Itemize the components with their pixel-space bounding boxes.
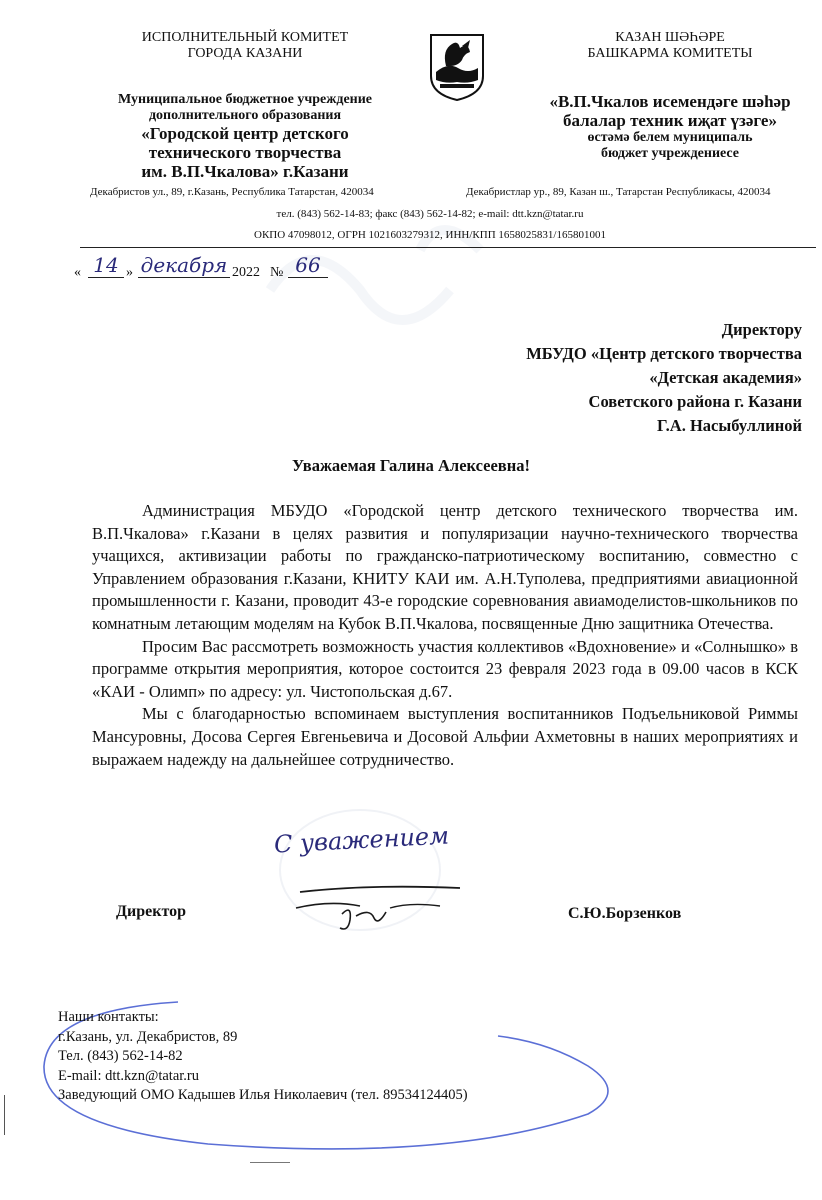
header-left-block bbox=[60, 30, 430, 181]
body-paragraph-3: Мы с благодарностью вспоминаем выступления воспитанников Подъельниковой Риммы Мансуровны, Досова Сергея Евгеньевича и Досовой Альфии Ахметовны в наших мероприятиях и выражаем надежду на дальнейшее сотрудничество. bbox=[92, 704, 798, 769]
signature-scribble-icon bbox=[290, 880, 480, 945]
contacts-address: г.Казань, ул. Декабристов, 89 bbox=[58, 1028, 238, 1045]
contacts-phone: Тел. (843) 562-14-82 bbox=[58, 1048, 183, 1064]
signatory-name: С.Ю.Борзенков bbox=[568, 905, 682, 922]
kazan-coat-of-arms-icon bbox=[428, 32, 486, 102]
letter-body bbox=[92, 500, 798, 771]
number-sign: № bbox=[270, 265, 284, 280]
greeting: Уважаемая Галина Алексеевна! bbox=[292, 456, 530, 475]
header-divider bbox=[80, 247, 816, 248]
addressee-line3: «Детская академия» bbox=[649, 368, 802, 387]
address-ru: Декабристов ул., 89, г.Казань, Республика Татарстан, 420034 bbox=[90, 186, 374, 198]
institution-type-line1: Муниципальное бюджетное учреждение bbox=[117, 92, 373, 107]
registration-codes: ОКПО 47098012, ОГРН 1021603279312, ИНН/КПП 1658025831/165801001 bbox=[254, 229, 606, 241]
institution-name-tat-line1: «В.П.Чкалов исемендәге шәһәр bbox=[549, 92, 791, 111]
signature-graphic bbox=[290, 880, 480, 940]
institution-name-line3: им. В.П.Чкалова» г.Казани bbox=[141, 162, 349, 181]
institution-name-line1: «Городской центр детского bbox=[141, 124, 349, 143]
contacts-manager: Заведующий ОМО Кадышев Илья Николаевич (тел. 89534124405) bbox=[58, 1087, 468, 1103]
addressee-line2: МБУДО «Центр детского творчества bbox=[526, 344, 802, 363]
institution-type-line2: дополнительного образования bbox=[148, 108, 342, 123]
date-month: декабря bbox=[138, 253, 230, 278]
body-paragraph-1: Администрация МБУДО «Городской центр детского технического творчества им. В.П.Чкалова» г.Казани в целях развития и популяризации научно-технического творчества учащихся, активизации работы по гражданско-патриотическому воспитанию, совместно с Управлением образования г.Казани, КНИТУ КАИ им. А.Н.Туполева, предприятиями авиационной промышленности г. Казани, проводит 43-е городские соревнования авиамоделистов-школьников по комнатным летающим моделям на Кубок В.П.Чкалова, посвященные Дню защитника Отечества. bbox=[92, 501, 798, 633]
addressee-line1: Директору bbox=[721, 320, 802, 339]
institution-type-tat-line2: бюджет учреждениесе bbox=[601, 146, 739, 161]
document-number: 66 bbox=[288, 253, 328, 278]
date-day: 14 bbox=[88, 253, 124, 278]
addressee-line5: Г.А. Насыбуллиной bbox=[657, 416, 802, 435]
contact-phones: тел. (843) 562-14-83; факс (843) 562-14-82; e-mail: dtt.kzn@tatar.ru bbox=[276, 208, 584, 220]
document-date-number: « 14 » декабря 2022 № 66 bbox=[74, 253, 374, 283]
signatory-title: Директор bbox=[116, 903, 186, 920]
coat-of-arms-graphic bbox=[428, 32, 486, 102]
contacts-heading: Наши контакты: bbox=[58, 1009, 159, 1025]
contacts-email: E-mail: dtt.kzn@tatar.ru bbox=[58, 1067, 199, 1084]
exec-committee-line1: ИСПОЛНИТЕЛЬНЫЙ КОМИТЕТ bbox=[141, 30, 349, 45]
date-year: 2022 bbox=[232, 265, 260, 280]
addressee-line4: Советского района г. Казани bbox=[588, 392, 802, 411]
address-tat: Декабристлар ур., 89, Казан ш., Татарстан Республикасы, 420034 bbox=[466, 186, 771, 198]
scan-edge-mark bbox=[4, 1095, 5, 1135]
institution-type-tat-line1: өстәмә белем муниципаль bbox=[587, 130, 753, 145]
handwritten-closing: С уважением bbox=[273, 821, 450, 859]
addressee-block bbox=[382, 318, 802, 438]
scan-bottom-mark bbox=[250, 1162, 290, 1163]
institution-name-line2: технического творчества bbox=[148, 143, 342, 162]
body-paragraph-2: Просим Вас рассмотреть возможность участия коллективов «Вдохновение» и «Солнышко» в программе открытия мероприятия, которое состоится 23 февраля 2023 года в 09.00 часов в КСК «КАИ - Олимп» по адресу: ул. Чистопольская д.67. bbox=[92, 636, 798, 701]
exec-committee-tat-line1: КАЗАН ШӘҺӘРЕ bbox=[615, 30, 725, 45]
contacts-block bbox=[58, 1008, 578, 1106]
exec-committee-tat-line2: БАШКАРМА КОМИТЕТЫ bbox=[587, 46, 753, 61]
institution-name-tat-line2: балалар техник иҗат үзәге» bbox=[563, 111, 777, 130]
header-right-block bbox=[520, 30, 820, 162]
exec-committee-line2: ГОРОДА КАЗАНИ bbox=[187, 46, 303, 61]
